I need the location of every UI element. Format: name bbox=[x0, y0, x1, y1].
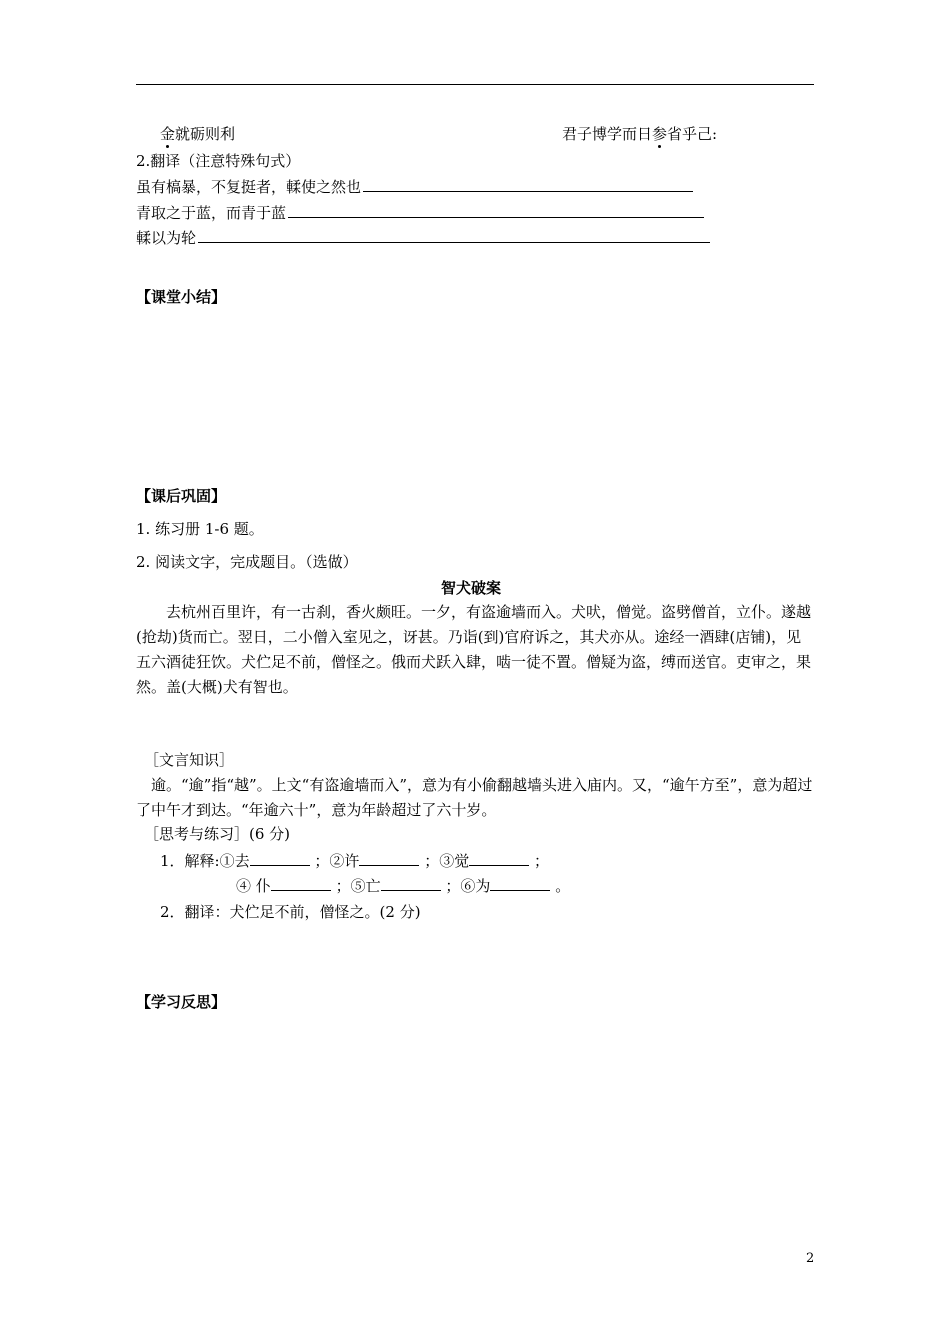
answer-blank[interactable] bbox=[198, 242, 710, 243]
phrase-right: 君子博学而日参省乎己: bbox=[562, 125, 718, 143]
answer-blank[interactable] bbox=[381, 876, 441, 891]
exercise-title: ［思考与练习］(6 分) bbox=[144, 825, 291, 843]
answer-blank[interactable] bbox=[250, 851, 310, 866]
exercise-q2: 2．翻译：犬伫足不前，僧怪之。(2 分) bbox=[160, 903, 421, 921]
answer-blank[interactable] bbox=[359, 851, 419, 866]
reflection-title: 【学习反思】 bbox=[136, 993, 227, 1011]
translate-line-3: 輮以为轮 bbox=[136, 228, 710, 248]
story-paragraph: 去杭州百里许，有一古刹，香火颇旺。一夕，有盗逾墙而入。犬吠，僧觉。盗劈僧首，立仆。遂越(抢劫)货而亡。翌日，二小僧入室见之，讶甚。乃诣(到)官府诉之，其犬亦从。途经一酒肆(店铺)，见五六酒徒狂饮。犬伫足不前，僧怪之。俄而犬跃入肆，啮一徒不置。僧疑为盗，缚而送官。吏审之，果然。盖(大概)犬有智也。 bbox=[136, 603, 812, 696]
translate-line-1: 虽有槁暴，不复挺者，輮使之然也 bbox=[136, 177, 693, 197]
consolidate-item-1: 1. 练习册 1-6 题。 bbox=[136, 520, 264, 538]
story-passage bbox=[136, 600, 816, 700]
answer-blank[interactable] bbox=[363, 191, 693, 192]
answer-blank[interactable] bbox=[288, 217, 704, 218]
header-rule bbox=[136, 84, 814, 85]
translate-line-2: 青取之于蓝，而青于蓝 bbox=[136, 203, 704, 223]
page-number: 2 bbox=[806, 1251, 815, 1266]
consolidate-item-2: 2. 阅读文字，完成题目。（选做） bbox=[136, 553, 358, 571]
exercise-q1-row2: ④ 仆 ；⑤亡 ；⑥为 。 bbox=[236, 877, 571, 895]
knowledge-title: ［文言知识］ bbox=[144, 751, 235, 769]
story-title: 智犬破案 bbox=[441, 579, 502, 597]
knowledge-passage bbox=[136, 773, 816, 823]
exercise-q1-row1: 1．解释:①去 ；②许 ；③觉 ； bbox=[160, 852, 550, 870]
summary-title: 【课堂小结】 bbox=[136, 288, 227, 306]
answer-blank[interactable] bbox=[490, 876, 550, 891]
answer-blank[interactable] bbox=[271, 876, 331, 891]
consolidate-title: 【课后巩固】 bbox=[136, 487, 227, 505]
knowledge-paragraph: 逾。“逾”指“越”。上文“有盗逾墙而入”，意为有小偷翻越墙头进入庙内。又，“逾午方至”，意为超过了中午才到达。“年逾六十”，意为年龄超过了六十岁。 bbox=[136, 776, 813, 819]
translate-title: 2.翻译（注意特殊句式） bbox=[136, 152, 301, 170]
phrase-left: 金就砺则利 bbox=[160, 125, 236, 143]
answer-blank[interactable] bbox=[469, 851, 529, 866]
